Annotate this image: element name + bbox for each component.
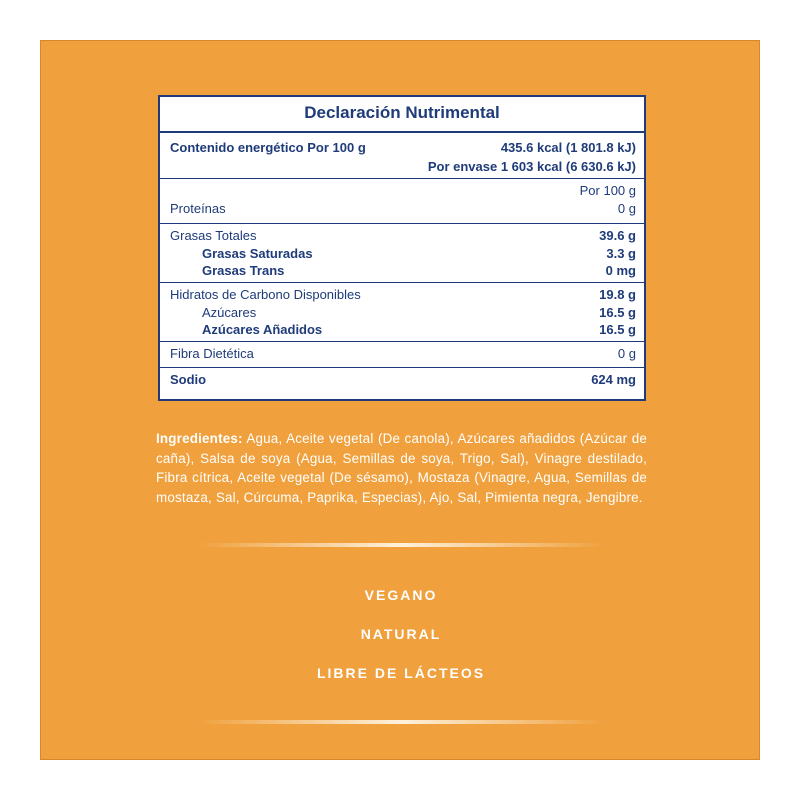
fiber-section: [160, 342, 644, 368]
energy-per-100g: 435.6 kcal (1 801.8 kJ): [500, 140, 636, 155]
per-100g-label: Por 100 g: [579, 183, 636, 198]
sodio-value: 624 mg: [591, 372, 636, 387]
bottom-separator: [196, 720, 606, 724]
proteinas-row: [170, 200, 636, 218]
sodium-section: [160, 368, 644, 393]
grasas-label: Grasas Totales: [170, 228, 257, 243]
nutrition-title: Declaración Nutrimental: [160, 97, 644, 133]
claim-natural: NATURAL: [360, 626, 442, 642]
fibra-label: Fibra Dietética: [170, 346, 254, 361]
azucares-label: Azúcares: [202, 304, 257, 320]
nutrition-facts-table: [158, 95, 646, 401]
claim-vegano: VEGANO: [364, 587, 438, 603]
anadidos-row: [170, 321, 636, 339]
per-100g-header: [170, 182, 636, 200]
hidratos-label: Hidratos de Carbono Disponibles: [170, 287, 361, 302]
grasas-row: [170, 227, 636, 245]
azucares-row: [170, 304, 636, 322]
fibra-value: 0 g: [617, 346, 636, 361]
ingredients-text: [156, 429, 647, 507]
trans-row: [170, 262, 636, 280]
trans-label: Grasas Trans: [202, 263, 285, 278]
sodio-row: [170, 371, 636, 389]
saturadas-row: [170, 245, 636, 263]
proteinas-value: 0 g: [617, 200, 636, 216]
sodio-label: Sodio: [170, 372, 207, 387]
energy-section: [160, 133, 644, 179]
azucares-value: 16.5 g: [599, 304, 636, 320]
proteinas-label: Proteínas: [170, 200, 226, 216]
trans-value: 0 mg: [605, 263, 636, 278]
protein-section: [160, 179, 644, 224]
top-separator: [196, 543, 606, 547]
ingredients-list: Agua, Aceite vegetal (De canola), Azúcares añadidos (Azúcar de caña), Salsa de soya (Agua, Semillas de soya, Trigo, Sal), Vinagre destilado, Fibra cítrica, Aceite vegetal (De sésamo), Mostaza (Vinagre, Agua, Semillas de mostaza, Sal, Cúrcuma, Paprika, Especias), Ajo, Sal, Pimienta negra, Jengibre.: [156, 431, 647, 505]
saturadas-value: 3.3 g: [606, 245, 636, 261]
hidratos-value: 19.8 g: [599, 287, 636, 302]
anadidos-value: 16.5 g: [599, 322, 636, 337]
hidratos-row: [170, 286, 636, 304]
fat-section: [160, 224, 644, 283]
grasas-value: 39.6 g: [599, 228, 636, 243]
fibra-row: [170, 345, 636, 363]
label-panel: [40, 40, 760, 760]
energy-per-envase: Por envase 1 603 kcal (6 630.6 kJ): [427, 159, 636, 174]
anadidos-label: Azúcares Añadidos: [202, 322, 323, 337]
claim-libre-lacteos: LIBRE DE LÁCTEOS: [316, 665, 486, 681]
saturadas-label: Grasas Saturadas: [202, 245, 313, 261]
carb-section: [160, 283, 644, 342]
energy-label: Contenido energético Por 100 g: [170, 140, 366, 155]
ingredients-label: Ingredientes:: [156, 431, 243, 446]
